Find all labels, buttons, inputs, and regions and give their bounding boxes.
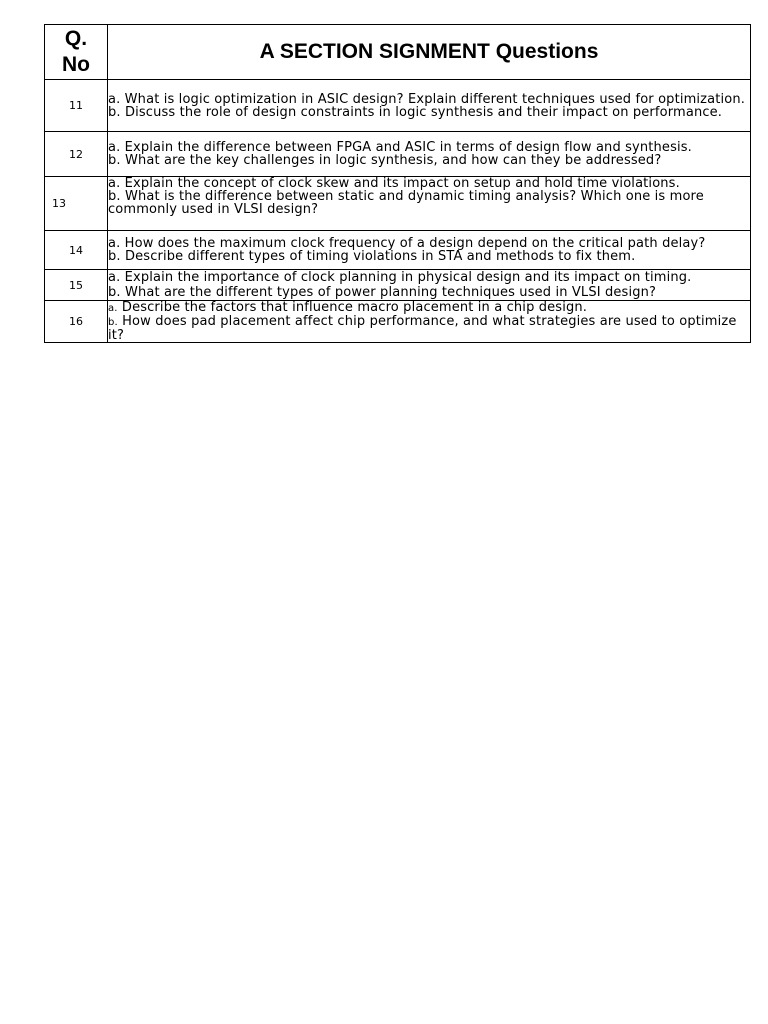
table-row: [45, 177, 751, 231]
question-part-a: a. Explain the concept of clock skew and its impact on setup and hold time violations.: [108, 176, 680, 191]
question-number: 14: [45, 231, 108, 270]
part-a-text: Describe the factors that influence macro placement in a chip design.: [121, 300, 588, 315]
part-b-label: b.: [108, 317, 118, 328]
question-part-a: a. Explain the importance of clock planning in physical design and its impact on timing.: [108, 270, 692, 285]
question-text: [108, 132, 751, 177]
question-number-header: [45, 25, 108, 80]
table-row: [45, 301, 751, 343]
question-number: 13: [45, 177, 108, 231]
question-text: [108, 80, 751, 132]
section-title: A SECTION SIGNMENT Questions: [108, 25, 751, 80]
question-part-a: a. How does the maximum clock frequency of a design depend on the critical path delay?: [108, 236, 706, 251]
question-text: [108, 177, 751, 231]
question-part-b: b. What is the difference between static and dynamic timing analysis? Which one is more commonly used in VLSI design?: [108, 189, 704, 217]
question-number: 15: [45, 270, 108, 301]
question-part-b: [108, 315, 750, 342]
question-part-a: a. What is logic optimization in ASIC design? Explain different techniques used for optimization.: [108, 91, 746, 107]
question-text: [108, 301, 751, 343]
question-text: [108, 231, 751, 270]
questions-table: [44, 24, 751, 343]
part-a-label: a.: [108, 303, 118, 314]
table-row: [45, 80, 751, 132]
question-sheet: [44, 24, 750, 343]
table-header-row: [45, 25, 751, 80]
question-part-a: a. Explain the difference between FPGA and ASIC in terms of design flow and synthesis.: [108, 140, 692, 155]
question-part-b: b. What are the different types of power planning techniques used in VLSI design?: [108, 285, 657, 300]
qno-header-line1: Q.: [64, 27, 88, 50]
question-part-b: b. Describe different types of timing violations in STA and methods to fix them.: [108, 249, 636, 264]
table-row: [45, 231, 751, 270]
table-row: [45, 270, 751, 301]
question-number: 11: [45, 80, 108, 132]
question-number: 16: [45, 301, 108, 343]
qno-header-line2: No: [62, 53, 90, 76]
table-row: [45, 132, 751, 177]
question-number: 12: [45, 132, 108, 177]
question-part-b: b. What are the key challenges in logic synthesis, and how can they be addressed?: [108, 153, 662, 168]
part-b-text: How does pad placement affect chip performance, and what strategies are used to optimize it?: [108, 314, 737, 343]
question-text: [108, 270, 751, 301]
question-part-b: b. Discuss the role of design constraints in logic synthesis and their impact on performance.: [108, 104, 723, 120]
question-part-a: [108, 301, 750, 315]
